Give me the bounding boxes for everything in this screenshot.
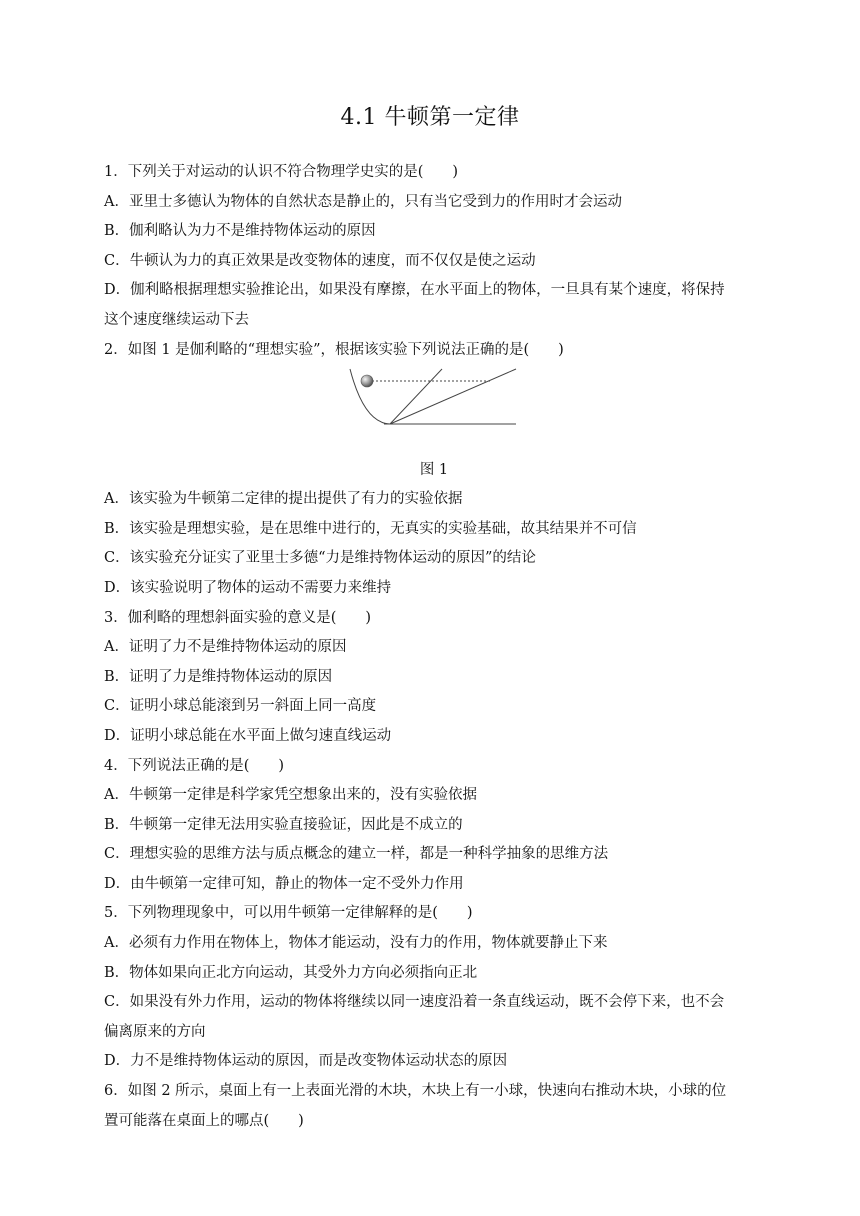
figure-1 <box>104 367 764 459</box>
q4-option-a: A．牛顿第一定律是科学家凭空想象出来的，没有实验依据 <box>104 787 477 804</box>
q1-stem: 1．下列关于对运动的认识不符合物理学史实的是( ) <box>104 164 459 180</box>
q5-option-c: C．如果没有外力作用，运动的物体将继续以同一速度沿着一条直线运动，既不会停下来，也不会 <box>104 994 725 1011</box>
q1-option-d-continued: 这个速度继续运动下去 <box>104 311 249 328</box>
gentle-ramp <box>390 369 516 424</box>
ball <box>361 375 373 387</box>
q1-option-a: A．亚里士多德认为物体的自然状态是静止的，只有当它受到力的作用时才会运动 <box>104 193 622 210</box>
q3-option-c: C．证明小球总能滚到另一斜面上同一高度 <box>104 698 377 715</box>
q2-option-c: C．该实验充分证实了亚里士多德“力是维持物体运动的原因”的结论 <box>104 550 536 567</box>
question-list <box>104 158 764 1136</box>
q1-option-c: C．牛顿认为力的真正效果是改变物体的速度，而不仅仅是使之运动 <box>104 252 536 269</box>
q4-option-d: D．由牛顿第一定律可知，静止的物体一定不受外力作用 <box>104 875 464 892</box>
q2-option-d: D．该实验说明了物体的运动不需要力来维持 <box>104 579 392 596</box>
q2-stem: 2．如图 1 是伽利略的“理想实验”，根据该实验下列说法正确的是( ) <box>104 341 564 358</box>
q5-option-b: B．物体如果向正北方向运动，其受外力方向必须指向正北 <box>104 964 478 981</box>
q3-stem: 3．伽利略的理想斜面实验的意义是( ) <box>104 609 372 626</box>
figure-1-caption: 图 1 <box>419 462 449 479</box>
q1-option-b: B．伽利略认为力不是维持物体运动的原因 <box>104 223 376 240</box>
q2-option-a: A．该实验为牛顿第二定律的提出提供了有力的实验依据 <box>104 491 463 508</box>
steep-ramp <box>390 369 442 424</box>
q3-option-d: D．证明小球总能在水平面上做匀速直线运动 <box>104 727 392 744</box>
page-title: 4.1 牛顿第一定律 <box>340 105 520 130</box>
q1-option-d: D．伽利略根据理想实验推论出，如果没有摩擦，在水平面上的物体，一旦具有某个速度，将保持 <box>104 282 725 299</box>
q3-option-b: B．证明了力是维持物体运动的原因 <box>104 668 333 685</box>
q5-option-a: A．必须有力作用在物体上，物体才能运动，没有力的作用，物体就要静止下来 <box>104 935 608 952</box>
q4-stem: 4．下列说法正确的是( ) <box>104 757 285 774</box>
q5-option-d: D．力不是维持物体运动的原因，而是改变物体运动状态的原因 <box>104 1053 508 1070</box>
q6-stem-continued: 置可能落在桌面上的哪点( ) <box>104 1112 304 1129</box>
ideal-experiment-diagram <box>344 367 524 431</box>
q4-option-c: C．理想实验的思维方法与质点概念的建立一样，都是一种科学抽象的思维方法 <box>104 846 609 863</box>
q2-option-b: B．该实验是理想实验，是在思维中进行的，无真实的实验基础，故其结果并不可信 <box>104 520 637 537</box>
q5-option-c-continued: 偏离原来的方向 <box>104 1023 206 1040</box>
q4-option-b: B．牛顿第一定律无法用实验直接验证，因此是不成立的 <box>104 816 463 833</box>
q5-stem: 5．下列物理现象中，可以用牛顿第一定律解释的是( ) <box>104 905 473 922</box>
q6-stem: 6．如图 2 所示，桌面上有一上表面光滑的木块，木块上有一小球，快速向右推动木块，小球的位 <box>104 1083 727 1100</box>
q3-option-a: A．证明了力不是维持物体运动的原因 <box>104 639 347 656</box>
